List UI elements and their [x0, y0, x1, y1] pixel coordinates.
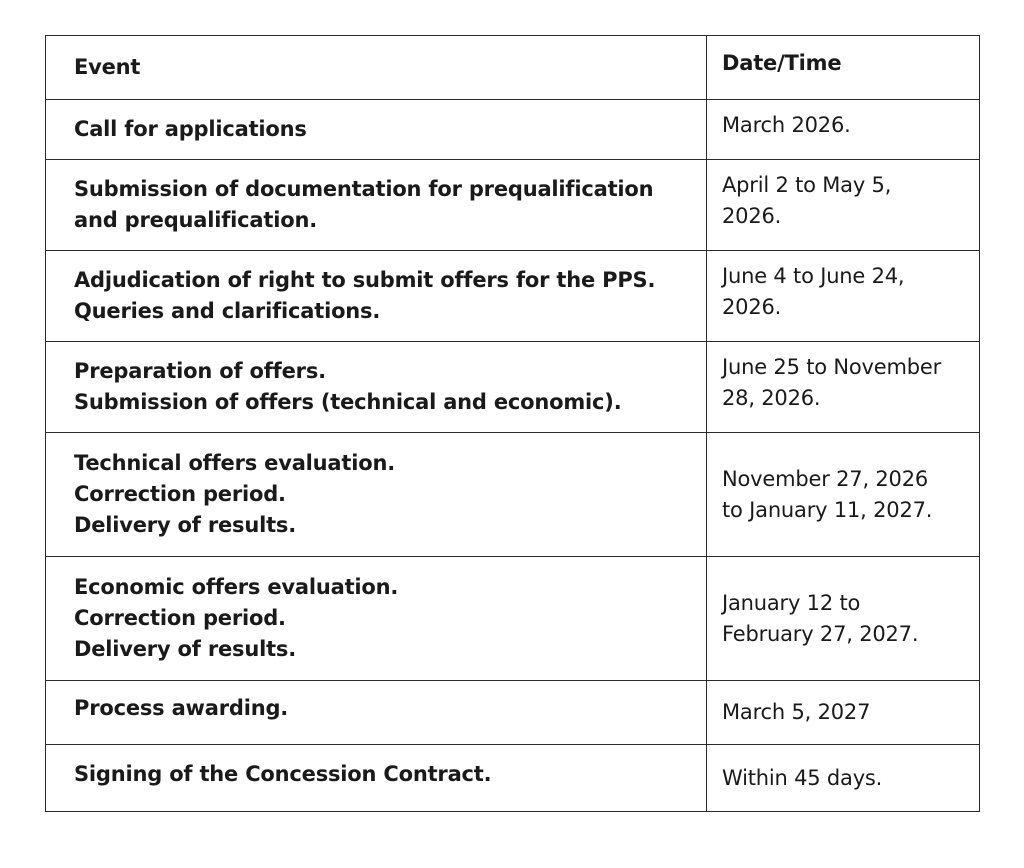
date-cell — [707, 160, 980, 251]
date-line: 2026. — [722, 204, 782, 228]
table-row — [46, 745, 980, 812]
table-row — [46, 100, 980, 160]
date-cell — [707, 681, 980, 745]
table-row — [46, 681, 980, 745]
event-line: and prequalification. — [74, 208, 317, 232]
table-row — [46, 342, 980, 433]
date-line: March 5, 2027 — [722, 700, 871, 724]
event-line: Correction period. — [74, 482, 286, 506]
table-row — [46, 433, 980, 557]
event-cell — [46, 681, 707, 745]
event-line: Delivery of results. — [74, 513, 296, 537]
date-line: 2026. — [722, 295, 782, 319]
event-line: Queries and clarifications. — [74, 299, 381, 323]
event-cell — [46, 745, 707, 812]
header-event — [46, 36, 707, 100]
event-line: Signing of the Concession Contract. — [74, 761, 492, 786]
header-event-label: Event — [74, 55, 141, 79]
date-line: March 2026. — [722, 113, 851, 137]
event-line: Technical offers evaluation. — [74, 451, 395, 475]
date-line: April 2 to May 5, — [722, 173, 892, 197]
date-line: November 27, 2026 — [722, 466, 929, 491]
date-cell — [707, 100, 980, 160]
event-line: Preparation of offers. — [74, 359, 326, 383]
event-cell — [46, 160, 707, 251]
event-cell — [46, 342, 707, 433]
event-line: Adjudication of right to submit offers for the PPS. — [74, 268, 656, 292]
date-line: February 27, 2027. — [722, 621, 919, 646]
event-line: Correction period. — [74, 606, 286, 630]
event-line: Economic offers evaluation. — [74, 575, 399, 599]
date-cell — [707, 433, 980, 557]
date-cell — [707, 557, 980, 681]
event-line: Call for applications — [74, 117, 307, 141]
date-cell — [707, 251, 980, 342]
date-cell — [707, 342, 980, 433]
date-line: Within 45 days. — [722, 765, 883, 790]
event-cell — [46, 557, 707, 681]
table-row — [46, 557, 980, 681]
schedule-table — [45, 35, 980, 812]
date-line: January 12 to — [722, 590, 861, 615]
event-line: Delivery of results. — [74, 637, 296, 661]
date-line: 28, 2026. — [722, 386, 821, 410]
event-line: Submission of documentation for prequalification — [74, 177, 654, 201]
event-line: Submission of offers (technical and economic). — [74, 390, 622, 414]
table-row — [46, 251, 980, 342]
header-date — [707, 36, 980, 100]
table-row — [46, 160, 980, 251]
event-line: Process awarding. — [74, 696, 289, 720]
event-cell — [46, 433, 707, 557]
event-cell — [46, 100, 707, 160]
event-cell — [46, 251, 707, 342]
date-cell — [707, 745, 980, 812]
date-line: June 4 to June 24, — [722, 264, 905, 288]
header-date-label: Date/Time — [722, 51, 842, 75]
date-line: to January 11, 2027. — [722, 497, 933, 522]
table-header-row — [46, 36, 980, 100]
date-line: June 25 to November — [722, 355, 942, 379]
